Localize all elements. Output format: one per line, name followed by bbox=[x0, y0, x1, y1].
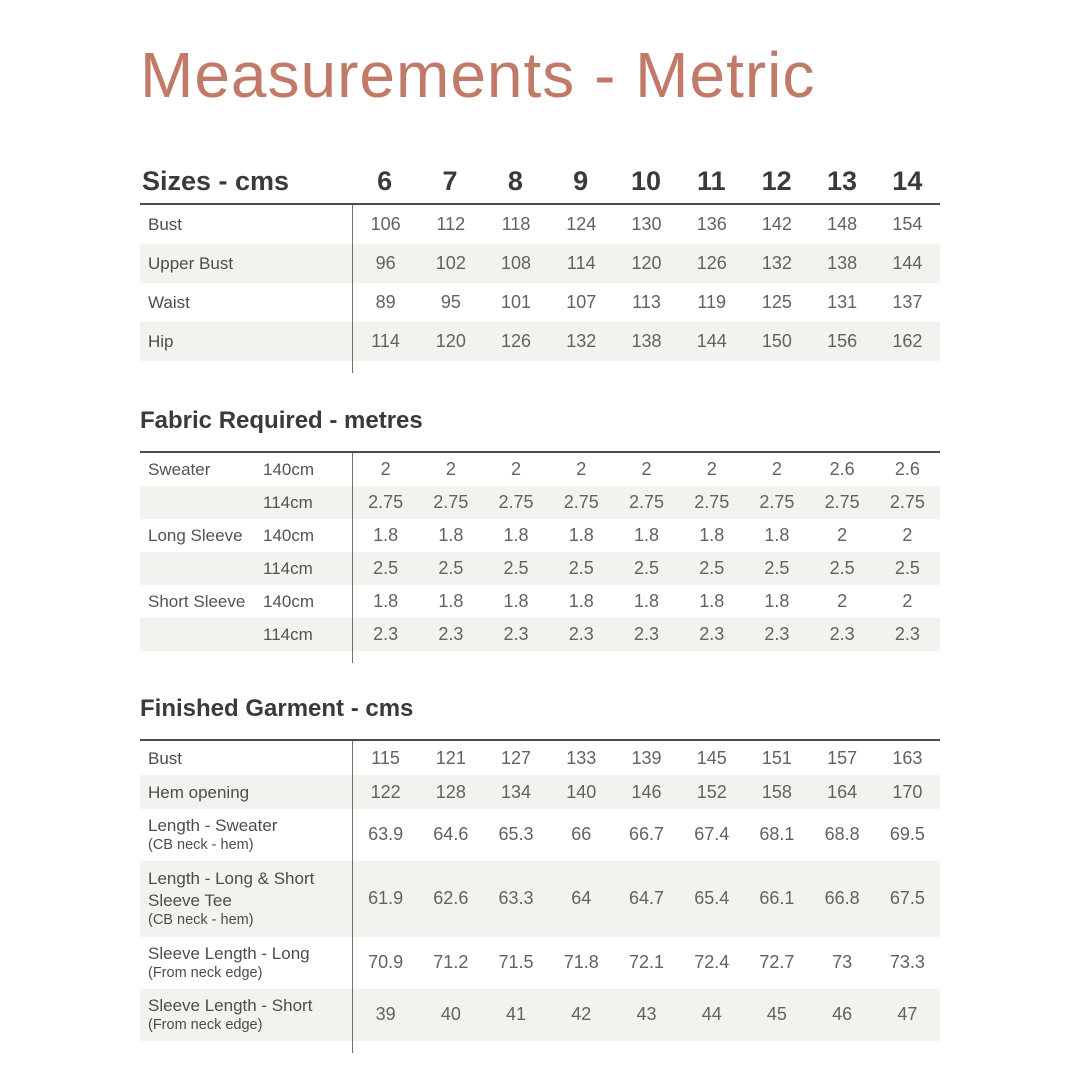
value-cell: 63.9 bbox=[368, 824, 404, 845]
value-cell: 121 bbox=[435, 747, 466, 768]
value-cell: 65.4 bbox=[694, 888, 730, 909]
value-cell: 72.4 bbox=[694, 952, 730, 973]
fabric-width-label: 140cm bbox=[263, 459, 315, 479]
value-cell: 154 bbox=[892, 214, 923, 235]
value-cell: 2.5 bbox=[764, 558, 790, 579]
value-cell: 1.8 bbox=[633, 525, 659, 546]
table-row bbox=[140, 453, 940, 486]
row-values bbox=[352, 453, 940, 486]
value-cell: 107 bbox=[566, 292, 597, 313]
row-sublabel-text: (From neck edge) bbox=[148, 965, 263, 982]
value-cell: 1.8 bbox=[503, 591, 529, 612]
row-values bbox=[352, 486, 940, 519]
garment-label: Sweater bbox=[148, 459, 211, 479]
row-sublabel-text: (CB neck - hem) bbox=[148, 911, 254, 928]
size-column-header: 11 bbox=[697, 165, 726, 196]
row-label-text: Hip bbox=[148, 332, 174, 352]
fabric-width-label: 140cm bbox=[263, 525, 315, 545]
value-cell: 144 bbox=[892, 253, 923, 274]
row-values bbox=[352, 618, 940, 651]
value-cell: 1.8 bbox=[699, 591, 725, 612]
value-cell: 139 bbox=[631, 747, 662, 768]
value-cell: 118 bbox=[501, 214, 531, 235]
value-cell: 2.3 bbox=[829, 624, 855, 645]
value-cell: 2 bbox=[837, 525, 848, 546]
row-label-text: Waist bbox=[148, 293, 190, 313]
value-cell: 136 bbox=[696, 214, 727, 235]
row-label bbox=[140, 205, 352, 244]
table-row bbox=[140, 552, 940, 585]
value-cell: 108 bbox=[501, 253, 532, 274]
value-cell: 1.8 bbox=[438, 591, 464, 612]
value-cell: 2.3 bbox=[438, 624, 464, 645]
value-cell: 66.7 bbox=[628, 824, 665, 845]
value-cell: 43 bbox=[636, 1004, 657, 1025]
table-row bbox=[140, 618, 940, 651]
value-cell: 158 bbox=[761, 781, 792, 802]
value-cell: 64.6 bbox=[433, 824, 469, 845]
value-cell: 1.8 bbox=[568, 591, 594, 612]
value-cell: 64 bbox=[571, 888, 592, 909]
value-cell: 68.1 bbox=[759, 824, 795, 845]
value-cell: 120 bbox=[631, 253, 662, 274]
row-values bbox=[352, 775, 940, 809]
fabric-required-table bbox=[140, 451, 940, 651]
value-cell: 2.75 bbox=[759, 492, 795, 513]
value-cell: 137 bbox=[892, 292, 923, 313]
value-cell: 67.4 bbox=[694, 824, 730, 845]
value-cell: 63.3 bbox=[498, 888, 534, 909]
value-cell: 2 bbox=[511, 459, 522, 480]
row-values bbox=[352, 861, 940, 937]
value-cell: 2 bbox=[706, 459, 717, 480]
row-values bbox=[352, 322, 940, 361]
row-values bbox=[352, 552, 940, 585]
value-cell: 114 bbox=[371, 331, 400, 352]
row-values bbox=[352, 519, 940, 552]
fabric-width-label: 114cm bbox=[263, 558, 313, 578]
row-values bbox=[352, 585, 940, 618]
garment-label: Short Sleeve bbox=[148, 591, 246, 611]
garment-label bbox=[140, 486, 263, 519]
row-sublabel-text: (From neck edge) bbox=[148, 1017, 263, 1034]
sizes-header-row bbox=[140, 159, 940, 203]
value-cell: 66.1 bbox=[759, 888, 795, 909]
value-cell: 133 bbox=[566, 747, 597, 768]
row-label-text: Length - Long & Short Sleeve Tee bbox=[148, 869, 315, 910]
row-values bbox=[352, 205, 940, 244]
row-values bbox=[352, 989, 940, 1041]
value-cell: 2.75 bbox=[433, 492, 469, 513]
value-cell: 2 bbox=[445, 459, 456, 480]
value-cell: 95 bbox=[440, 292, 461, 313]
row-values bbox=[352, 244, 940, 283]
value-cell: 114 bbox=[566, 253, 596, 274]
garment-label bbox=[140, 618, 263, 651]
table-row bbox=[140, 283, 940, 322]
finished-garment-table bbox=[140, 739, 940, 1040]
row-values bbox=[352, 741, 940, 775]
table-row bbox=[140, 989, 940, 1041]
value-cell: 2.5 bbox=[633, 558, 659, 579]
size-column-header: 12 bbox=[761, 165, 792, 196]
garment-label bbox=[140, 552, 263, 585]
value-cell: 2.5 bbox=[503, 558, 529, 579]
table-row bbox=[140, 486, 940, 519]
size-column-header: 9 bbox=[573, 165, 589, 196]
sizes-section bbox=[140, 159, 940, 361]
value-cell: 42 bbox=[571, 1004, 592, 1025]
value-cell: 2 bbox=[902, 525, 913, 546]
table-row bbox=[140, 205, 940, 244]
value-cell: 67.5 bbox=[889, 888, 925, 909]
table-row bbox=[140, 519, 940, 552]
value-cell: 2 bbox=[902, 591, 913, 612]
fabric-width-label: 140cm bbox=[263, 591, 315, 611]
value-cell: 89 bbox=[375, 292, 396, 313]
value-cell: 142 bbox=[761, 214, 792, 235]
row-label-text: Bust bbox=[148, 748, 183, 768]
table-row bbox=[140, 585, 940, 618]
value-cell: 162 bbox=[892, 331, 923, 352]
value-cell: 131 bbox=[827, 292, 858, 313]
value-cell: 71.5 bbox=[498, 952, 534, 973]
value-cell: 47 bbox=[897, 1004, 918, 1025]
value-cell: 151 bbox=[761, 747, 792, 768]
value-cell: 2 bbox=[380, 459, 391, 480]
value-cell: 119 bbox=[697, 292, 727, 313]
value-cell: 127 bbox=[501, 747, 532, 768]
value-cell: 2.5 bbox=[568, 558, 594, 579]
value-cell: 2 bbox=[641, 459, 652, 480]
table-row bbox=[140, 741, 940, 775]
value-cell: 65.3 bbox=[498, 824, 534, 845]
row-label-text: Hem opening bbox=[148, 782, 250, 802]
value-cell: 138 bbox=[631, 331, 662, 352]
value-cell: 113 bbox=[632, 292, 661, 313]
table-row bbox=[140, 937, 940, 989]
value-cell: 126 bbox=[696, 253, 727, 274]
row-label-text: Sleeve Length - Long bbox=[148, 943, 310, 963]
row-label bbox=[140, 937, 352, 989]
value-cell: 45 bbox=[766, 1004, 787, 1025]
row-values bbox=[352, 937, 940, 989]
value-cell: 96 bbox=[375, 253, 396, 274]
value-cell: 68.8 bbox=[824, 824, 860, 845]
value-cell: 1.8 bbox=[699, 525, 725, 546]
row-label bbox=[140, 809, 352, 860]
value-cell: 2.6 bbox=[829, 459, 855, 480]
value-cell: 1.8 bbox=[633, 591, 659, 612]
row-values bbox=[352, 283, 940, 322]
fabric-width-label: 114cm bbox=[263, 624, 313, 644]
value-cell: 2.75 bbox=[889, 492, 925, 513]
sizes-table bbox=[140, 203, 940, 361]
value-cell: 146 bbox=[631, 781, 662, 802]
table-row bbox=[140, 244, 940, 283]
value-cell: 44 bbox=[701, 1004, 722, 1025]
value-cell: 1.8 bbox=[503, 525, 529, 546]
value-cell: 39 bbox=[375, 1004, 396, 1025]
row-label-text: Upper Bust bbox=[148, 254, 234, 274]
value-cell: 41 bbox=[506, 1004, 527, 1025]
value-cell: 2 bbox=[576, 459, 587, 480]
row-sublabel-text: (CB neck - hem) bbox=[148, 837, 254, 854]
table-row bbox=[140, 809, 940, 860]
value-cell: 72.7 bbox=[759, 952, 795, 973]
value-cell: 164 bbox=[827, 781, 858, 802]
table-row bbox=[140, 775, 940, 809]
size-column-header: 6 bbox=[377, 165, 393, 196]
value-cell: 122 bbox=[370, 781, 401, 802]
value-cell: 126 bbox=[501, 331, 532, 352]
value-cell: 2 bbox=[771, 459, 782, 480]
row-label bbox=[140, 244, 352, 283]
row-label-text: Sleeve Length - Short bbox=[148, 995, 313, 1015]
fabric-section bbox=[140, 407, 940, 651]
value-cell: 2.75 bbox=[563, 492, 599, 513]
value-cell: 40 bbox=[440, 1004, 461, 1025]
size-column-header: 10 bbox=[630, 165, 662, 196]
value-cell: 2.75 bbox=[498, 492, 534, 513]
garment-label: Long Sleeve bbox=[148, 525, 243, 545]
value-cell: 163 bbox=[892, 747, 923, 768]
value-cell: 62.6 bbox=[433, 888, 469, 909]
row-label bbox=[140, 861, 352, 937]
row-label bbox=[140, 775, 352, 809]
value-cell: 112 bbox=[436, 214, 466, 235]
size-column-headers bbox=[352, 166, 940, 197]
size-column-header: 13 bbox=[826, 165, 858, 196]
value-cell: 2.5 bbox=[829, 558, 855, 579]
row-values bbox=[352, 809, 940, 860]
value-cell: 138 bbox=[827, 253, 858, 274]
fabric-width-label: 114cm bbox=[263, 492, 313, 512]
value-cell: 156 bbox=[827, 331, 858, 352]
value-cell: 46 bbox=[832, 1004, 853, 1025]
value-cell: 70.9 bbox=[368, 952, 404, 973]
value-cell: 64.7 bbox=[628, 888, 665, 909]
value-cell: 2.3 bbox=[699, 624, 725, 645]
size-column-header: 14 bbox=[892, 165, 923, 196]
table-row bbox=[140, 861, 940, 937]
value-cell: 2.75 bbox=[368, 492, 404, 513]
value-cell: 1.8 bbox=[438, 525, 464, 546]
value-cell: 72.1 bbox=[628, 952, 665, 973]
value-cell: 2.3 bbox=[764, 624, 790, 645]
value-cell: 66.8 bbox=[824, 888, 860, 909]
value-cell: 2.5 bbox=[438, 558, 464, 579]
value-cell: 66 bbox=[571, 824, 592, 845]
value-cell: 145 bbox=[696, 747, 727, 768]
value-cell: 2.6 bbox=[894, 459, 920, 480]
value-cell: 115 bbox=[371, 747, 400, 768]
value-cell: 157 bbox=[827, 747, 858, 768]
sizes-header-label: Sizes - cms bbox=[142, 165, 290, 196]
value-cell: 2.5 bbox=[699, 558, 725, 579]
value-cell: 73.3 bbox=[889, 952, 925, 973]
value-cell: 1.8 bbox=[568, 525, 594, 546]
row-label bbox=[140, 283, 352, 322]
value-cell: 2.3 bbox=[503, 624, 529, 645]
value-cell: 134 bbox=[501, 781, 532, 802]
value-cell: 132 bbox=[566, 331, 597, 352]
value-cell: 2.3 bbox=[633, 624, 659, 645]
row-label-text: Bust bbox=[148, 215, 183, 235]
value-cell: 2 bbox=[837, 591, 848, 612]
value-cell: 148 bbox=[827, 214, 858, 235]
page-title: Measurements - Metric bbox=[140, 39, 816, 111]
row-label-text: Length - Sweater bbox=[148, 816, 278, 836]
value-cell: 130 bbox=[631, 214, 662, 235]
value-cell: 2.5 bbox=[373, 558, 399, 579]
value-cell: 61.9 bbox=[368, 888, 404, 909]
value-cell: 71.2 bbox=[433, 952, 469, 973]
value-cell: 132 bbox=[761, 253, 792, 274]
value-cell: 120 bbox=[435, 331, 466, 352]
value-cell: 1.8 bbox=[764, 525, 790, 546]
row-label bbox=[140, 989, 352, 1041]
value-cell: 2.3 bbox=[894, 624, 920, 645]
value-cell: 2.3 bbox=[373, 624, 399, 645]
value-cell: 2.5 bbox=[894, 558, 920, 579]
value-cell: 152 bbox=[696, 781, 727, 802]
value-cell: 73 bbox=[832, 952, 853, 973]
fabric-section-title: Fabric Required - metres bbox=[140, 407, 423, 435]
value-cell: 2.75 bbox=[824, 492, 860, 513]
table-row bbox=[140, 322, 940, 361]
finished-section-title: Finished Garment - cms bbox=[140, 695, 414, 723]
value-cell: 69.5 bbox=[889, 824, 925, 845]
value-cell: 102 bbox=[435, 253, 466, 274]
value-cell: 2.75 bbox=[694, 492, 730, 513]
value-cell: 124 bbox=[566, 214, 597, 235]
value-cell: 71.8 bbox=[563, 952, 599, 973]
value-cell: 2.3 bbox=[568, 624, 594, 645]
value-cell: 140 bbox=[566, 781, 597, 802]
value-cell: 1.8 bbox=[373, 591, 399, 612]
size-column-header: 7 bbox=[442, 165, 458, 196]
finished-garment-section bbox=[140, 695, 940, 1040]
value-cell: 1.8 bbox=[373, 525, 399, 546]
row-label bbox=[140, 741, 352, 775]
value-cell: 101 bbox=[501, 292, 532, 313]
row-label bbox=[140, 322, 352, 361]
size-column-header: 8 bbox=[507, 165, 523, 196]
value-cell: 128 bbox=[435, 781, 466, 802]
value-cell: 125 bbox=[761, 292, 792, 313]
value-cell: 170 bbox=[892, 781, 923, 802]
value-cell: 144 bbox=[696, 331, 727, 352]
value-cell: 1.8 bbox=[764, 591, 790, 612]
value-cell: 150 bbox=[761, 331, 792, 352]
value-cell: 2.75 bbox=[628, 492, 665, 513]
value-cell: 106 bbox=[370, 214, 401, 235]
